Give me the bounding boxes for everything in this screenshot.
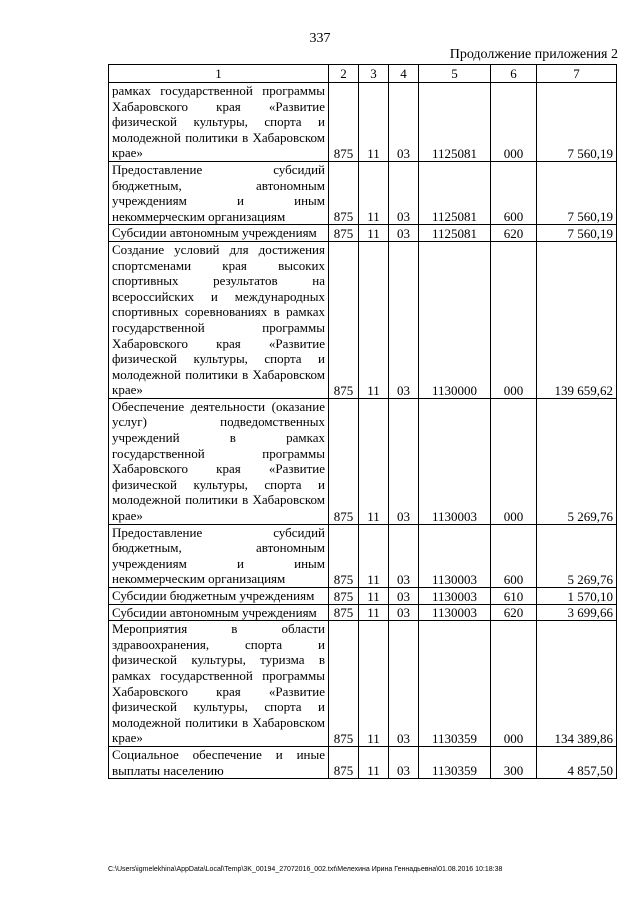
expense-type-code: 000 [491,621,537,747]
ministry-code: 875 [329,225,359,242]
column-header: 1 [109,65,329,83]
budget-table [108,64,617,779]
amount: 7 560,19 [537,161,617,224]
table-row [109,621,617,747]
column-header: 4 [389,65,419,83]
ministry-code: 875 [329,83,359,162]
amount: 4 857,50 [537,746,617,778]
row-description: Субсидии бюджетным учреждениям [109,588,329,605]
footer-file-path: C:\Users\igmelekhina\AppData\Local\Temp\3K_00194_27072016_002.txt\Мелехина Ирина Геннадьевна\01.08.2016 10:18:38 [108,866,503,873]
column-header: 6 [491,65,537,83]
section-code: 11 [359,588,389,605]
expense-type-code: 000 [491,398,537,524]
subsection-code: 03 [389,83,419,162]
header-row [109,65,617,83]
target-article-code: 1130003 [419,398,491,524]
column-header: 3 [359,65,389,83]
target-article-code: 1130359 [419,621,491,747]
section-code: 11 [359,241,389,398]
section-code: 11 [359,398,389,524]
expense-type-code: 610 [491,588,537,605]
page-number: 337 [309,31,331,46]
row-description: рамках государственной программы Хабаровского края «Развитие физической культуры, спорта и молодежной политики в Хабаровском крае» [109,83,329,162]
subsection-code: 03 [389,604,419,621]
table-row [109,225,617,242]
table-row [109,604,617,621]
ministry-code: 875 [329,398,359,524]
table-row [109,241,617,398]
section-code: 11 [359,604,389,621]
subsection-code: 03 [389,398,419,524]
expense-type-code: 600 [491,524,537,587]
row-description: Обеспечение деятельности (оказание услуг) подведомственных учреждений в рамках государственной программы Хабаровского края «Развитие физической культуры, спорта и молодежной политики в Хабаровском крае» [109,398,329,524]
target-article-code: 1130003 [419,604,491,621]
row-description: Субсидии автономным учреждениям [109,604,329,621]
subsection-code: 03 [389,241,419,398]
ministry-code: 875 [329,524,359,587]
subsection-code: 03 [389,621,419,747]
target-article-code: 1125081 [419,161,491,224]
table-row [109,524,617,587]
expense-type-code: 620 [491,604,537,621]
column-header: 5 [419,65,491,83]
expense-type-code: 620 [491,225,537,242]
ministry-code: 875 [329,746,359,778]
section-code: 11 [359,83,389,162]
ministry-code: 875 [329,604,359,621]
amount: 1 570,10 [537,588,617,605]
continuation-label: Продолжение приложения 2 [449,47,618,62]
expense-type-code: 300 [491,746,537,778]
amount: 139 659,62 [537,241,617,398]
section-code: 11 [359,524,389,587]
row-description: Субсидии автономным учреждениям [109,225,329,242]
row-description: Предоставление субсидий бюджетным, автономным учреждениям и иным некоммерческим организациям [109,524,329,587]
subsection-code: 03 [389,588,419,605]
row-description: Предоставление субсидий бюджетным, автономным учреждениям и иным некоммерческим организациям [109,161,329,224]
column-header: 2 [329,65,359,83]
amount: 3 699,66 [537,604,617,621]
subsection-code: 03 [389,161,419,224]
subsection-code: 03 [389,225,419,242]
section-code: 11 [359,225,389,242]
section-code: 11 [359,161,389,224]
amount: 5 269,76 [537,398,617,524]
amount: 7 560,19 [537,225,617,242]
amount: 5 269,76 [537,524,617,587]
table-row [109,398,617,524]
target-article-code: 1125081 [419,83,491,162]
target-article-code: 1130003 [419,588,491,605]
target-article-code: 1130003 [419,524,491,587]
target-article-code: 1125081 [419,225,491,242]
ministry-code: 875 [329,241,359,398]
table-row [109,83,617,162]
row-description: Мероприятия в области здравоохранения, спорта и физической культуры, туризма в рамках государственной программы Хабаровского края «Развитие физической культуры, спорта и молодежной политики в Хабаровском крае» [109,621,329,747]
table-row [109,588,617,605]
target-article-code: 1130359 [419,746,491,778]
subsection-code: 03 [389,524,419,587]
section-code: 11 [359,621,389,747]
ministry-code: 875 [329,588,359,605]
column-header: 7 [537,65,617,83]
amount: 7 560,19 [537,83,617,162]
row-description: Создание условий для достижения спортсменами края высоких спортивных результатов на всероссийских и международных спортивных соревнованиях в рамках государственной программы Хабаровского края «Развитие физической культуры, спорта и молодежной политики в Хабаровском крае» [109,241,329,398]
subsection-code: 03 [389,746,419,778]
expense-type-code: 600 [491,161,537,224]
expense-type-code: 000 [491,83,537,162]
table-row [109,161,617,224]
amount: 134 389,86 [537,621,617,747]
row-description: Социальное обеспечение и иные выплаты населению [109,746,329,778]
table-row [109,746,617,778]
target-article-code: 1130000 [419,241,491,398]
section-code: 11 [359,746,389,778]
ministry-code: 875 [329,161,359,224]
ministry-code: 875 [329,621,359,747]
expense-type-code: 000 [491,241,537,398]
